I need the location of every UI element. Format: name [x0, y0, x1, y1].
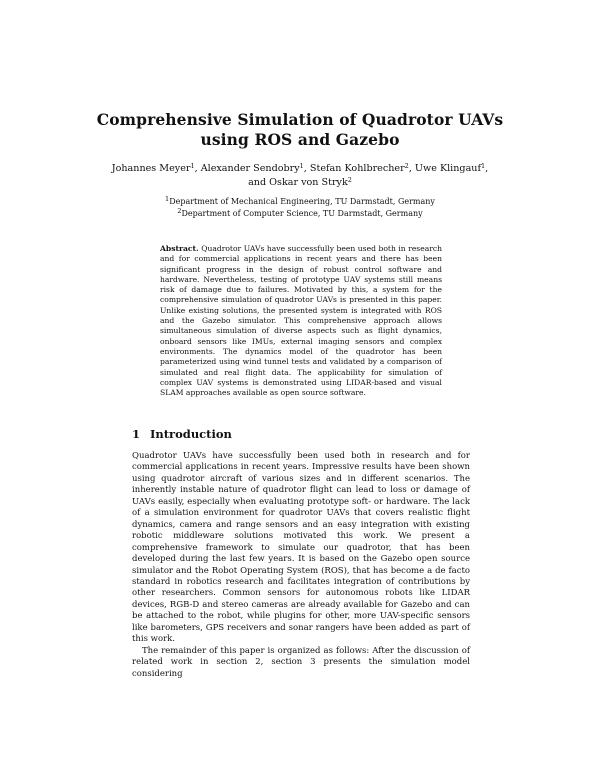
- author-separator: ,: [408, 163, 415, 174]
- affiliation-mark: 2: [404, 162, 409, 170]
- section-number: 1: [132, 427, 141, 441]
- paragraph: Quadrotor UAVs have successfully been used both in research and for commercial applications in recent years. Impressive results have been shown using quadrotor aircraft of various sizes and in different scenarios. The inherently instable nature of quadrotor flight can lead to loss or damage of UAVs easily, especially when evaluating prototype soft- or hardware. The lack of a simulation environment for quadrotor UAVs that covers realistic flight dynamics, camera and range sensors and an easy integration with existing robotic middleware solutions motivated this work. We present a comprehensive framework to simulate our quadrotor, that has been developed during the last few years. It is based on the Gazebo open source simulator and the Robot Operating System (ROS), that has become a de facto standard in robotics research and facilitates integration of contributions by other researchers. Common sensors for autonomous robots like LIDAR devices, RGB-D and stereo cameras are already available for Gazebo and can be attached to the robot, while plugins for other, more UAV-specific sensors like barometers, GPS receivers and sonar rangers have been added as part of this work.: [132, 451, 470, 645]
- paper-title-line-1: Comprehensive Simulation of Quadrotor UAVs: [96, 110, 504, 129]
- author-name: Alexander Sendobry: [200, 163, 300, 174]
- author-separator: ,: [194, 163, 201, 174]
- author-conjunction: and: [248, 177, 270, 188]
- affiliation-text: Department of Computer Science, TU Darmstadt, Germany: [181, 209, 423, 218]
- affiliation-2: [0, 208, 600, 219]
- affiliation-mark: 1: [190, 162, 195, 170]
- abstract-label: Abstract.: [160, 244, 199, 253]
- affiliation-mark: 2: [177, 207, 182, 215]
- section-heading: [132, 427, 232, 441]
- author-separator: ,: [303, 163, 310, 174]
- body-text: [132, 451, 470, 680]
- author-list-line-2: [0, 176, 600, 190]
- author-name: Uwe Klingauf: [414, 163, 482, 174]
- paper-title-line-2: using ROS and Gazebo: [200, 130, 400, 149]
- affiliation-mark: 1: [481, 162, 486, 170]
- affiliation-mark: 2: [347, 176, 352, 184]
- affiliation-1: [0, 196, 600, 207]
- author-separator: ,: [485, 163, 489, 174]
- affiliation-mark: 1: [299, 162, 304, 170]
- abstract-text: Quadrotor UAVs have successfully been used both in research and for commercial applications in recent years and there has been significant progress in the design of robust control software and hardware. Nevertheless, testing of prototype UAV systems still means risk of damage due to failures. Motivated by this, a system for the comprehensive simulation of quadrotor UAVs is presented in this paper. Unlike existing solutions, the presented system is integrated with ROS and the Gazebo simulator. This comprehensive approach allows simultaneous simulation of diverse aspects such as flight dynamics, onboard sensors like IMUs, external imaging sensors and complex environments. The dynamics model of the quadrotor has been parameterized using wind tunnel tests and validated by a comparison of simulated and real flight data. The applicability for simulation of complex UAV systems is demonstrated using LIDAR-based and visual SLAM approaches available as open source software.: [160, 244, 442, 398]
- affiliation-text: Department of Mechanical Engineering, TU Darmstadt, Germany: [169, 197, 435, 206]
- affiliation-mark: 1: [165, 195, 170, 203]
- paragraph: The remainder of this paper is organized as follows: After the discussion of related work in section 2, section 3 presents the simulation model considering: [132, 645, 470, 679]
- author-list-line-1: [0, 162, 600, 176]
- abstract: [160, 244, 442, 398]
- section-title: Introduction: [150, 427, 232, 441]
- author-name: Stefan Kohlbrecher: [309, 163, 405, 174]
- author-name: Oskar von Stryk: [269, 177, 348, 188]
- author-name: Johannes Meyer: [111, 163, 191, 174]
